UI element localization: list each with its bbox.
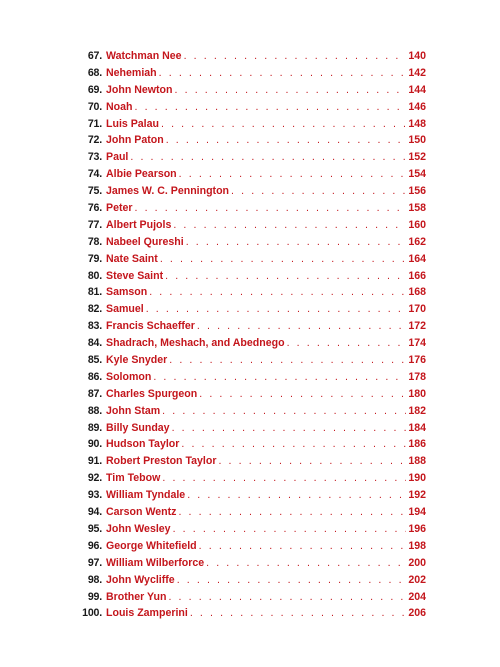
toc-entry[interactable] [70,301,426,318]
entry-page-number[interactable]: 170 [408,303,426,316]
dot-leader [160,251,407,268]
entry-number: 87. [87,387,102,400]
dot-leader [162,470,406,487]
dot-leader [287,335,407,352]
dot-leader [173,217,406,234]
entry-number: 92. [87,472,102,485]
entry-page-number[interactable]: 178 [408,370,426,383]
toc-entry[interactable] [70,521,426,538]
dot-leader [135,200,407,217]
entry-title[interactable]: Billy Sunday [106,421,170,434]
entry-title[interactable]: Hudson Taylor [106,438,180,451]
entry-number: 71. [87,117,102,130]
toc-entry[interactable] [70,234,426,251]
dot-leader [165,268,406,285]
entry-page-number[interactable]: 202 [408,573,426,586]
dot-leader [177,572,407,589]
entry-number: 69. [87,83,102,96]
toc-entry[interactable] [70,132,426,149]
toc-entry[interactable] [70,217,426,234]
dot-leader [181,436,406,453]
entry-title[interactable]: George Whitefield [106,539,197,552]
entry-page-number[interactable]: 164 [408,252,426,265]
toc-entry[interactable] [70,453,426,470]
entry-title[interactable]: Nabeel Qureshi [106,235,184,248]
dot-leader [186,234,407,251]
entry-page-number[interactable]: 188 [408,455,426,468]
entry-page-number[interactable]: 160 [408,218,426,231]
entry-number: 98. [87,573,102,586]
entry-number: 86. [87,370,102,383]
dot-leader [199,538,407,555]
entry-title[interactable]: Kyle Snyder [106,354,168,367]
entry-title[interactable]: John Paton [106,134,164,147]
entry-page-number[interactable]: 180 [408,387,426,400]
entry-page-number[interactable]: 200 [408,556,426,569]
entry-page-number[interactable]: 162 [408,235,426,248]
dot-leader [190,605,406,622]
entry-number: 90. [87,438,102,451]
entry-number: 85. [87,354,102,367]
entry-page-number[interactable]: 204 [408,590,426,603]
entry-page-number[interactable]: 156 [408,185,426,198]
entry-page-number[interactable]: 182 [408,404,426,417]
dot-leader [184,48,407,65]
table-of-contents [70,48,426,622]
toc-entry[interactable] [70,149,426,166]
dot-leader [159,65,407,82]
entry-title[interactable]: Paul [106,151,129,164]
dot-leader [199,386,406,403]
toc-entry[interactable] [70,589,426,606]
toc-entry[interactable] [70,605,426,622]
entry-page-number[interactable]: 176 [408,354,426,367]
toc-entry[interactable] [70,470,426,487]
entry-title[interactable]: James W. C. Pennington [106,185,230,198]
entry-page-number[interactable]: 194 [408,506,426,519]
entry-page-number[interactable]: 166 [408,269,426,282]
entry-page-number[interactable]: 186 [408,438,426,451]
toc-entry[interactable] [70,538,426,555]
entry-number: 79. [87,252,102,265]
entry-number: 74. [87,168,102,181]
entry-title[interactable]: Samson [106,286,148,299]
entry-number: 73. [87,151,102,164]
entry-title[interactable]: Albie Pearson [106,168,177,181]
toc-entry[interactable] [70,572,426,589]
entry-title[interactable]: Nehemiah [106,66,157,79]
dot-leader [178,504,406,521]
dot-leader [169,352,406,369]
toc-entry[interactable] [70,555,426,572]
entry-title[interactable]: Peter [106,202,133,215]
toc-entry[interactable] [70,369,426,386]
entry-title[interactable]: Steve Saint [106,269,164,282]
dot-leader [187,487,406,504]
entry-number: 77. [87,218,102,231]
toc-entry[interactable] [70,335,426,352]
toc-entry[interactable] [70,200,426,217]
entry-page-number[interactable]: 154 [408,168,426,181]
entry-number: 76. [87,202,102,215]
entry-title[interactable]: Carson Wentz [106,506,177,519]
entry-page-number[interactable]: 198 [408,539,426,552]
entry-title[interactable]: Louis Zamperini [106,607,188,620]
dot-leader [168,589,406,606]
entry-number: 68. [87,66,102,79]
entry-title[interactable]: Albert Pujols [106,218,172,231]
toc-entry[interactable] [70,251,426,268]
entry-page-number[interactable]: 174 [408,337,426,350]
entry-number: 70. [87,100,102,113]
entry-title[interactable]: William Wilberforce [106,556,205,569]
toc-entry[interactable] [70,116,426,133]
entry-number: 95. [87,522,102,535]
entry-page-number[interactable]: 168 [408,286,426,299]
dot-leader [175,82,407,99]
entry-number: 88. [87,404,102,417]
dot-leader [134,99,406,116]
entry-number: 96. [87,539,102,552]
entry-page-number[interactable]: 184 [408,421,426,434]
entry-title[interactable]: Brother Yun [106,590,167,603]
entry-page-number[interactable]: 152 [408,151,426,164]
dot-leader [153,369,406,386]
entry-number: 78. [87,235,102,248]
entry-page-number[interactable]: 140 [408,50,426,62]
entry-number: 81. [87,286,102,299]
entry-number: 83. [87,320,102,333]
entry-number: 75. [87,185,102,198]
dot-leader [172,420,407,437]
entry-title[interactable]: Noah [106,100,133,113]
entry-title[interactable]: John Wesley [106,522,171,535]
toc-entry[interactable] [70,268,426,285]
entry-title[interactable]: Solomon [106,370,152,383]
entry-page-number[interactable]: 172 [408,320,426,333]
entry-number: 91. [87,455,102,468]
entry-title[interactable]: John Wycliffe [106,573,175,586]
dot-leader [218,453,406,470]
entry-title[interactable]: Watchman Nee [106,50,182,62]
entry-number: 100. [82,607,102,620]
entry-title[interactable]: Luis Palau [106,117,159,130]
toc-entry[interactable] [70,166,426,183]
toc-entry[interactable] [70,65,426,82]
entry-title[interactable]: Tim Tebow [106,472,161,485]
entry-title[interactable]: John Newton [106,83,173,96]
entry-page-number[interactable]: 150 [408,134,426,147]
entry-title[interactable]: Nate Saint [106,252,158,265]
toc-entry[interactable] [70,48,426,65]
toc-entry[interactable] [70,386,426,403]
entry-title[interactable]: Robert Preston Taylor [106,455,217,468]
dot-leader [173,521,407,538]
entry-page-number[interactable]: 190 [408,472,426,485]
toc-entry[interactable] [70,183,426,200]
entry-title[interactable]: Charles Spurgeon [106,387,198,400]
entry-page-number[interactable]: 196 [408,522,426,535]
toc-entry[interactable] [70,352,426,369]
dot-leader [146,301,407,318]
toc-entry[interactable] [70,420,426,437]
entry-number: 84. [87,337,102,350]
toc-entry[interactable] [70,487,426,504]
dot-leader [197,318,406,335]
entry-page-number[interactable]: 144 [408,83,426,96]
entry-number: 93. [87,489,102,502]
toc-entry[interactable] [70,436,426,453]
entry-title[interactable]: John Stam [106,404,161,417]
entry-page-number[interactable]: 142 [408,66,426,79]
entry-page-number[interactable]: 206 [408,607,426,620]
entry-number: 82. [87,303,102,316]
toc-entry[interactable] [70,403,426,420]
toc-entry[interactable] [70,284,426,301]
dot-leader [149,284,406,301]
entry-title[interactable]: Shadrach, Meshach, and Abednego [106,337,285,350]
entry-page-number[interactable]: 192 [408,489,426,502]
entry-title[interactable]: William Tyndale [106,489,186,502]
entry-number: 67. [87,50,102,62]
dot-leader [206,555,406,572]
entry-page-number[interactable]: 148 [408,117,426,130]
entry-number: 89. [87,421,102,434]
toc-entry[interactable] [70,99,426,116]
entry-title[interactable]: Francis Schaeffer [106,320,195,333]
entry-page-number[interactable]: 158 [408,202,426,215]
dot-leader [166,132,407,149]
entry-number: 99. [87,590,102,603]
entry-number: 94. [87,506,102,519]
entry-number: 72. [87,134,102,147]
toc-entry[interactable] [70,504,426,521]
toc-entry[interactable] [70,318,426,335]
toc-entry[interactable] [70,82,426,99]
dot-leader [130,149,406,166]
dot-leader [161,116,406,133]
dot-leader [162,403,406,420]
entry-number: 97. [87,556,102,569]
entry-page-number[interactable]: 146 [408,100,426,113]
dot-leader [179,166,407,183]
entry-number: 80. [87,269,102,282]
dot-leader [231,183,406,200]
entry-title[interactable]: Samuel [106,303,144,316]
